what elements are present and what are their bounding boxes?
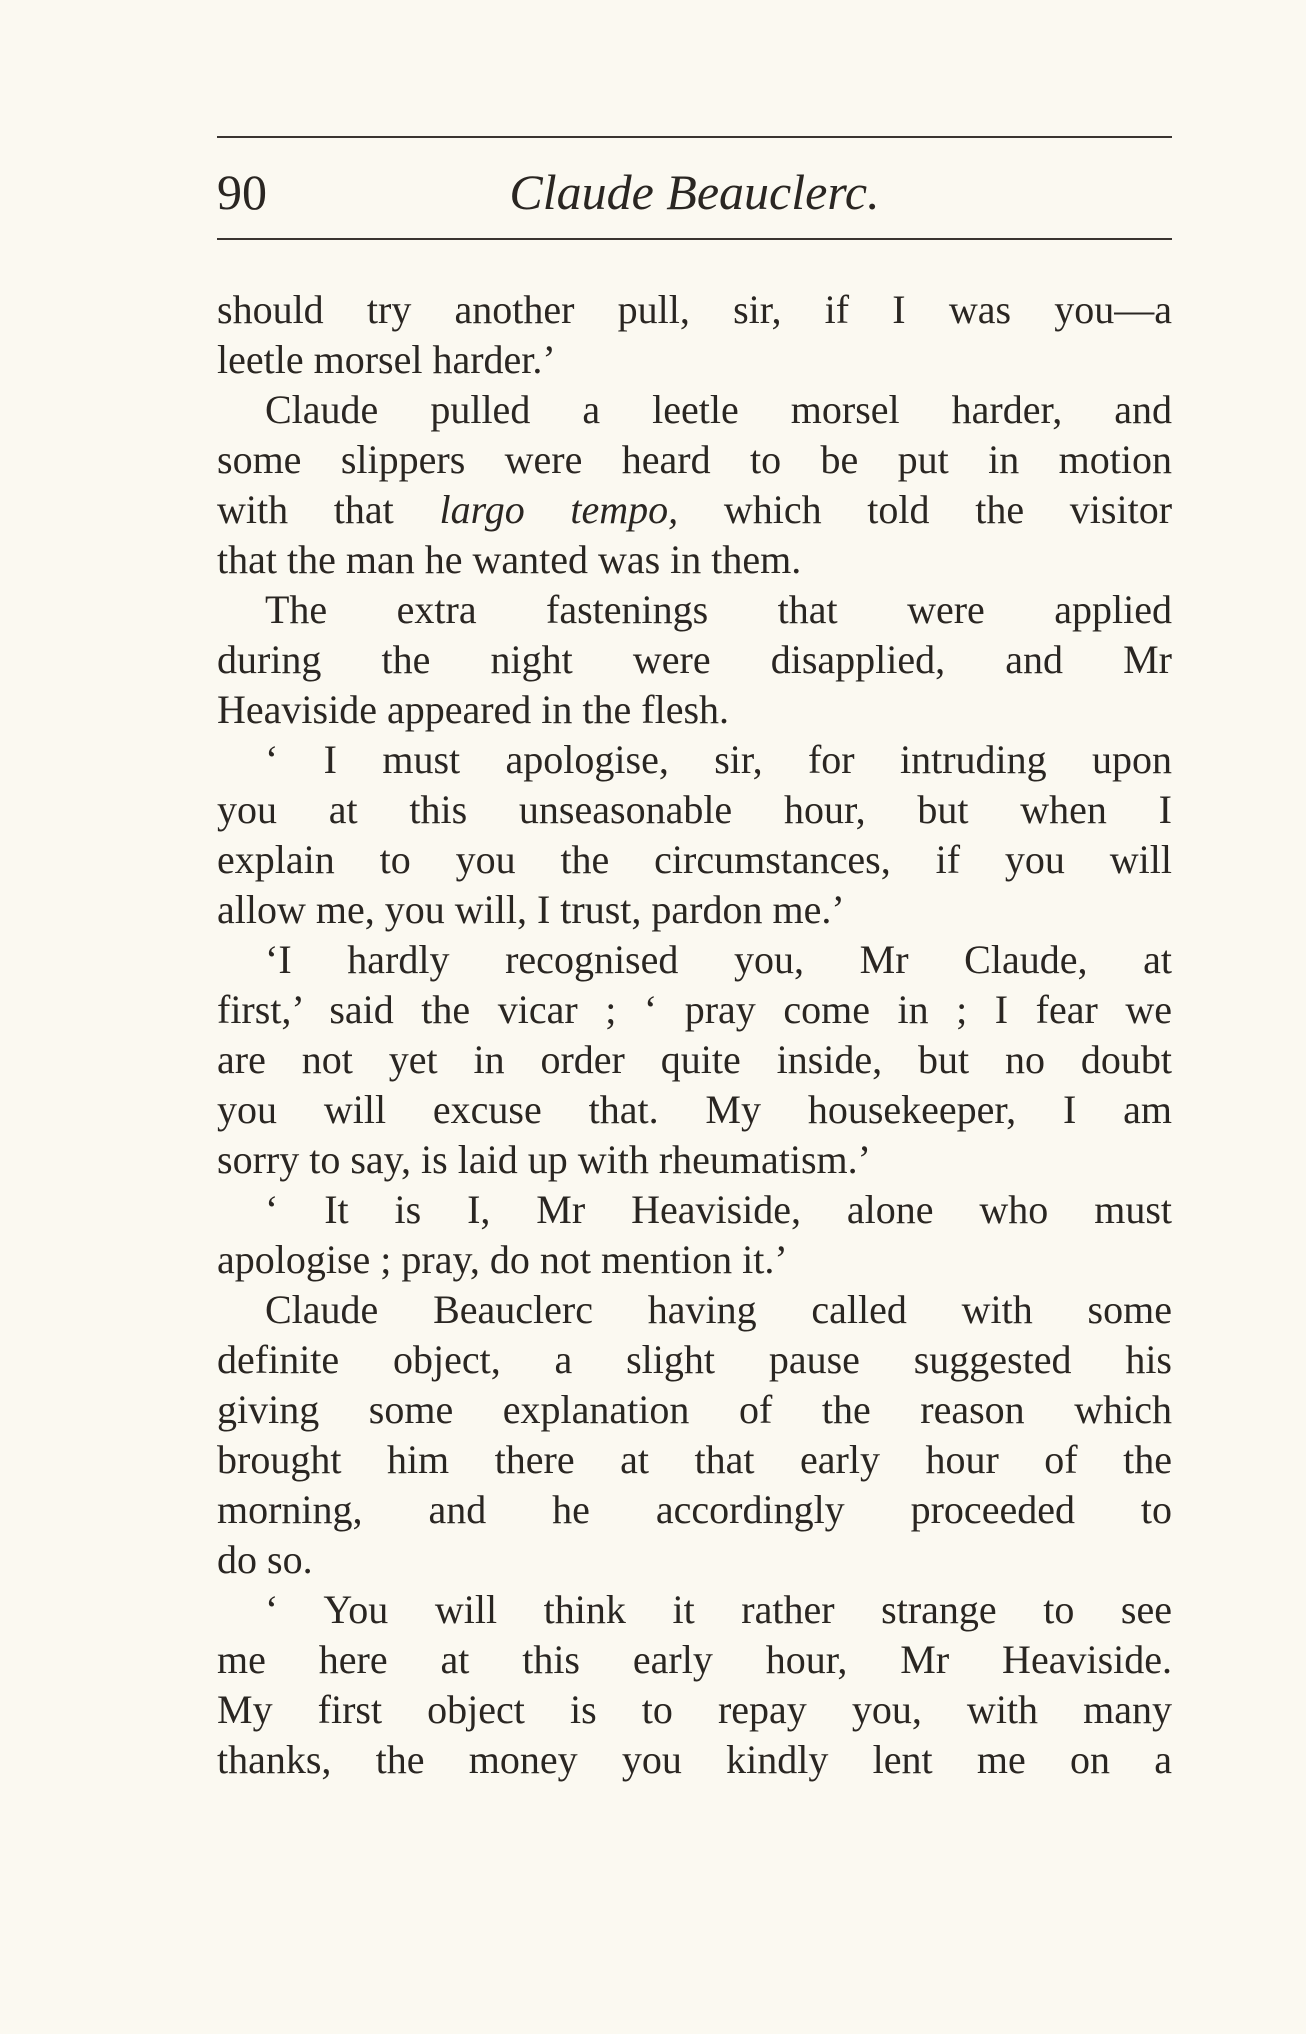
text-line: during the night were disapplied, and Mr [217,637,1172,682]
text-run: which told the visitor [678,487,1173,532]
body-text [217,285,1172,1785]
text-line: giving some explanation of the reason which [217,1387,1172,1432]
text-line: morning, and he accordingly proceeded to [217,1487,1172,1532]
text-line: ‘I hardly recognised you, Mr Claude, at [265,937,1172,982]
text-line: first,’ said the vicar ; ‘ pray come in ; I fear we [217,987,1172,1032]
text-line: are not yet in order quite inside, but no doubt [217,1037,1172,1082]
text-line: apologise ; pray, do not mention it.’ [217,1237,788,1282]
text-line: Claude pulled a leetle morsel harder, and [265,387,1172,432]
text-line: me here at this early hour, Mr Heaviside. [217,1637,1172,1682]
text-line: ‘ I must apologise, sir, for intruding upon [265,737,1172,782]
text-line: definite object, a slight pause suggested his [217,1337,1172,1382]
text-line: Claude Beauclerc having called with some [265,1287,1172,1332]
text-line: leetle morsel harder.’ [217,337,556,382]
text-line: explain to you the circumstances, if you will [217,837,1172,882]
text-line: ‘ You will think it rather strange to see [265,1587,1172,1632]
text-line: brought him there at that early hour of the [217,1437,1172,1482]
text-line: you will excuse that. My housekeeper, I am [217,1087,1172,1132]
running-header [217,162,1172,222]
text-line [217,485,1172,535]
text-line: sorry to say, is laid up with rheumatism.’ [217,1137,871,1182]
text-line: should try another pull, sir, if I was you—a [217,287,1172,332]
header-top-rule [217,136,1172,138]
text-line: you at this unseasonable hour, but when I [217,787,1172,832]
text-line: My first object is to repay you, with many [217,1687,1172,1732]
text-line: Heaviside appeared in the flesh. [217,687,730,732]
page-number: 90 [217,164,267,220]
text-line: allow me, you will, I trust, pardon me.’ [217,887,845,932]
italic-phrase: largo tempo, [439,487,679,532]
text-line: thanks, the money you kindly lent me on a [217,1737,1172,1782]
text-line: The extra fastenings that were applied [265,587,1172,632]
header-bottom-rule [217,238,1172,240]
text-line: ‘ It is I, Mr Heaviside, alone who must [265,1187,1172,1232]
running-title: Claude Beauclerc. [509,164,880,220]
text-line: do so. [217,1537,313,1582]
text-line: that the man he wanted was in them. [217,537,802,582]
text-run: with that [217,487,440,532]
text-line: some slippers were heard to be put in motion [217,437,1172,482]
